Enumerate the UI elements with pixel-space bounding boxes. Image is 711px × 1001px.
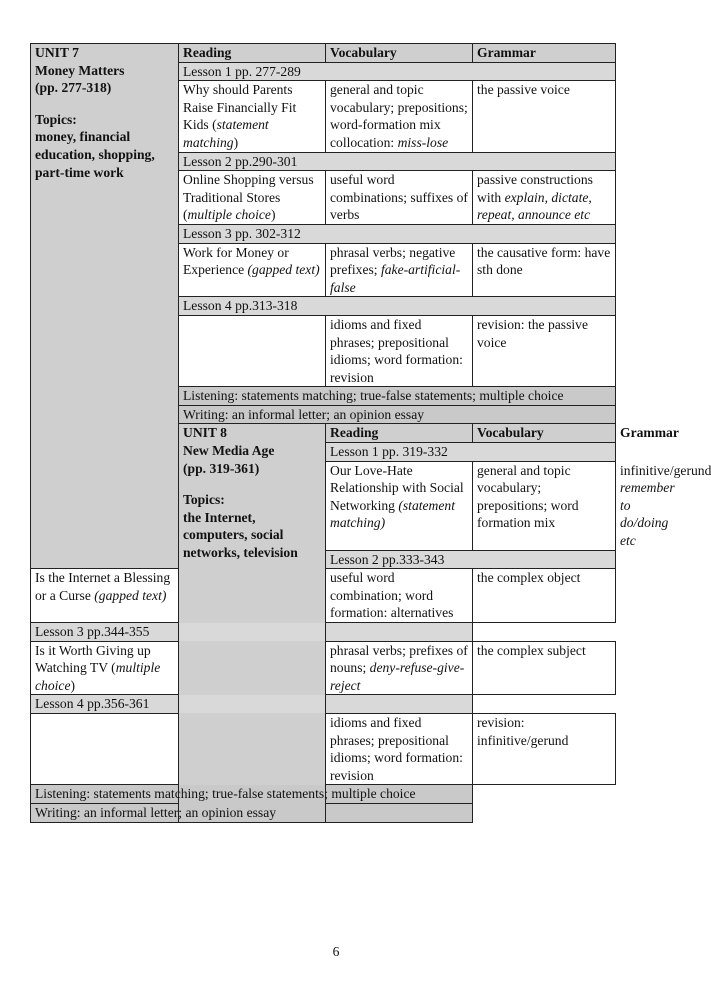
unit-pages: (pp. 277-318)	[35, 80, 112, 96]
grammar-header: Grammar	[473, 44, 616, 63]
vocabulary-cell: general and topic vocabulary; prepositions; word formation mix	[473, 461, 616, 550]
lesson-header-row	[31, 623, 616, 642]
lesson-header: Lesson 1 pp. 277-289	[179, 62, 616, 81]
grammar-cell: revision: infinitive/gerund	[473, 713, 616, 784]
grammar-cell: the causative form: have sth done	[473, 243, 616, 297]
reading-cell	[179, 315, 326, 386]
grammar-cell: passive constructions with explain, dictate, repeat, announce etc	[473, 171, 616, 225]
unit-label: UNIT 7	[35, 45, 79, 60]
vocabulary-cell: idioms and fixed phrases; prepositional idioms; word formation: revision	[326, 713, 473, 784]
topics-label: Topics:	[183, 492, 225, 508]
vocabulary-header: Vocabulary	[326, 44, 473, 63]
unit-8-header-row: UNIT 8 New Media Age (pp. 319-361) Topics: the Internet, computers, social networks, television Reading Vocabulary Grammar	[31, 424, 616, 443]
topics-text: the Internet, computers, social networks, television	[183, 509, 298, 561]
vocabulary-header: Vocabulary	[473, 424, 616, 443]
unit-label: UNIT 8	[183, 425, 227, 441]
lesson-header: Lesson 1 pp. 319-332	[326, 443, 616, 462]
lesson-header: Lesson 4 pp.356-361	[31, 695, 473, 714]
reading-cell: Work for Money or Experience (gapped text)	[179, 243, 326, 297]
reading-cell: Is the Internet a Blessing or a Curse (gapped text)	[31, 569, 179, 623]
vocabulary-cell: useful word combination; word formation: alternatives	[326, 569, 473, 623]
reading-header: Reading	[326, 424, 473, 443]
lesson-content-row: Our Love-Hate Relationship with Social Networking (statement matching) general and topic vocabulary; prepositions; word formation mix infinitive/gerund remember to do/doing etc	[31, 461, 616, 550]
grammar-cell: the complex object	[473, 569, 616, 623]
vocabulary-cell: idioms and fixed phrases; prepositional idioms; word formation: revision	[326, 315, 473, 386]
lesson-header: Lesson 3 pp.344-355	[31, 623, 473, 642]
vocabulary-cell: phrasal verbs; prefixes of nouns; deny-refuse-give-reject	[326, 641, 473, 695]
vocabulary-cell: useful word combinations; suffixes of verbs	[326, 171, 473, 225]
vocabulary-cell: general and topic vocabulary; prepositions; word-formation mix collocation: miss-lose	[326, 81, 473, 152]
vocabulary-cell: phrasal verbs; negative prefixes; fake-artificial-false	[326, 243, 473, 297]
topics-text: money, financial education, shopping, part-time work	[35, 129, 155, 180]
reading-cell	[31, 713, 179, 784]
reading-cell: Our Love-Hate Relationship with Social Networking (statement matching)	[326, 461, 473, 550]
unit-7-header-row	[31, 44, 616, 63]
lesson-header: Lesson 4 pp.313-318	[179, 297, 616, 316]
reading-header: Reading	[179, 44, 326, 63]
unit-pages: (pp. 319-361)	[183, 460, 260, 476]
writing-text: Writing: an informal letter; an opinion essay	[31, 803, 473, 822]
grammar-cell: revision: the passive voice	[473, 315, 616, 386]
writing-text: Writing: an informal letter; an opinion essay	[179, 405, 616, 424]
listening-row	[31, 785, 616, 804]
lesson-header: Lesson 3 pp. 302-312	[179, 224, 616, 243]
writing-row	[31, 803, 616, 822]
lesson-header-row	[31, 695, 616, 714]
listening-text: Listening: statements matching; true-false statements; multiple choice	[179, 387, 616, 406]
unit-7-info-cell	[31, 44, 179, 569]
reading-cell: Is it Worth Giving up Watching TV (multiple choice)	[31, 641, 179, 695]
lesson-header: Lesson 2 pp.333-343	[326, 550, 616, 569]
reading-cell: Online Shopping versus Traditional Stores (multiple choice)	[179, 171, 326, 225]
reading-cell: Why should Parents Raise Financially Fit Kids (statement matching)	[179, 81, 326, 152]
grammar-cell: the passive voice	[473, 81, 616, 152]
page-number: 6	[332, 944, 340, 959]
unit-title: New Media Age	[183, 443, 275, 459]
unit-title: Money Matters	[35, 62, 125, 78]
lesson-header: Lesson 2 pp.290-301	[179, 152, 616, 171]
listening-text: Listening: statements matching; true-false statements; multiple choice	[31, 785, 473, 804]
syllabus-table	[30, 43, 711, 823]
grammar-cell: the complex subject	[473, 641, 616, 695]
topics-label: Topics:	[35, 111, 77, 127]
